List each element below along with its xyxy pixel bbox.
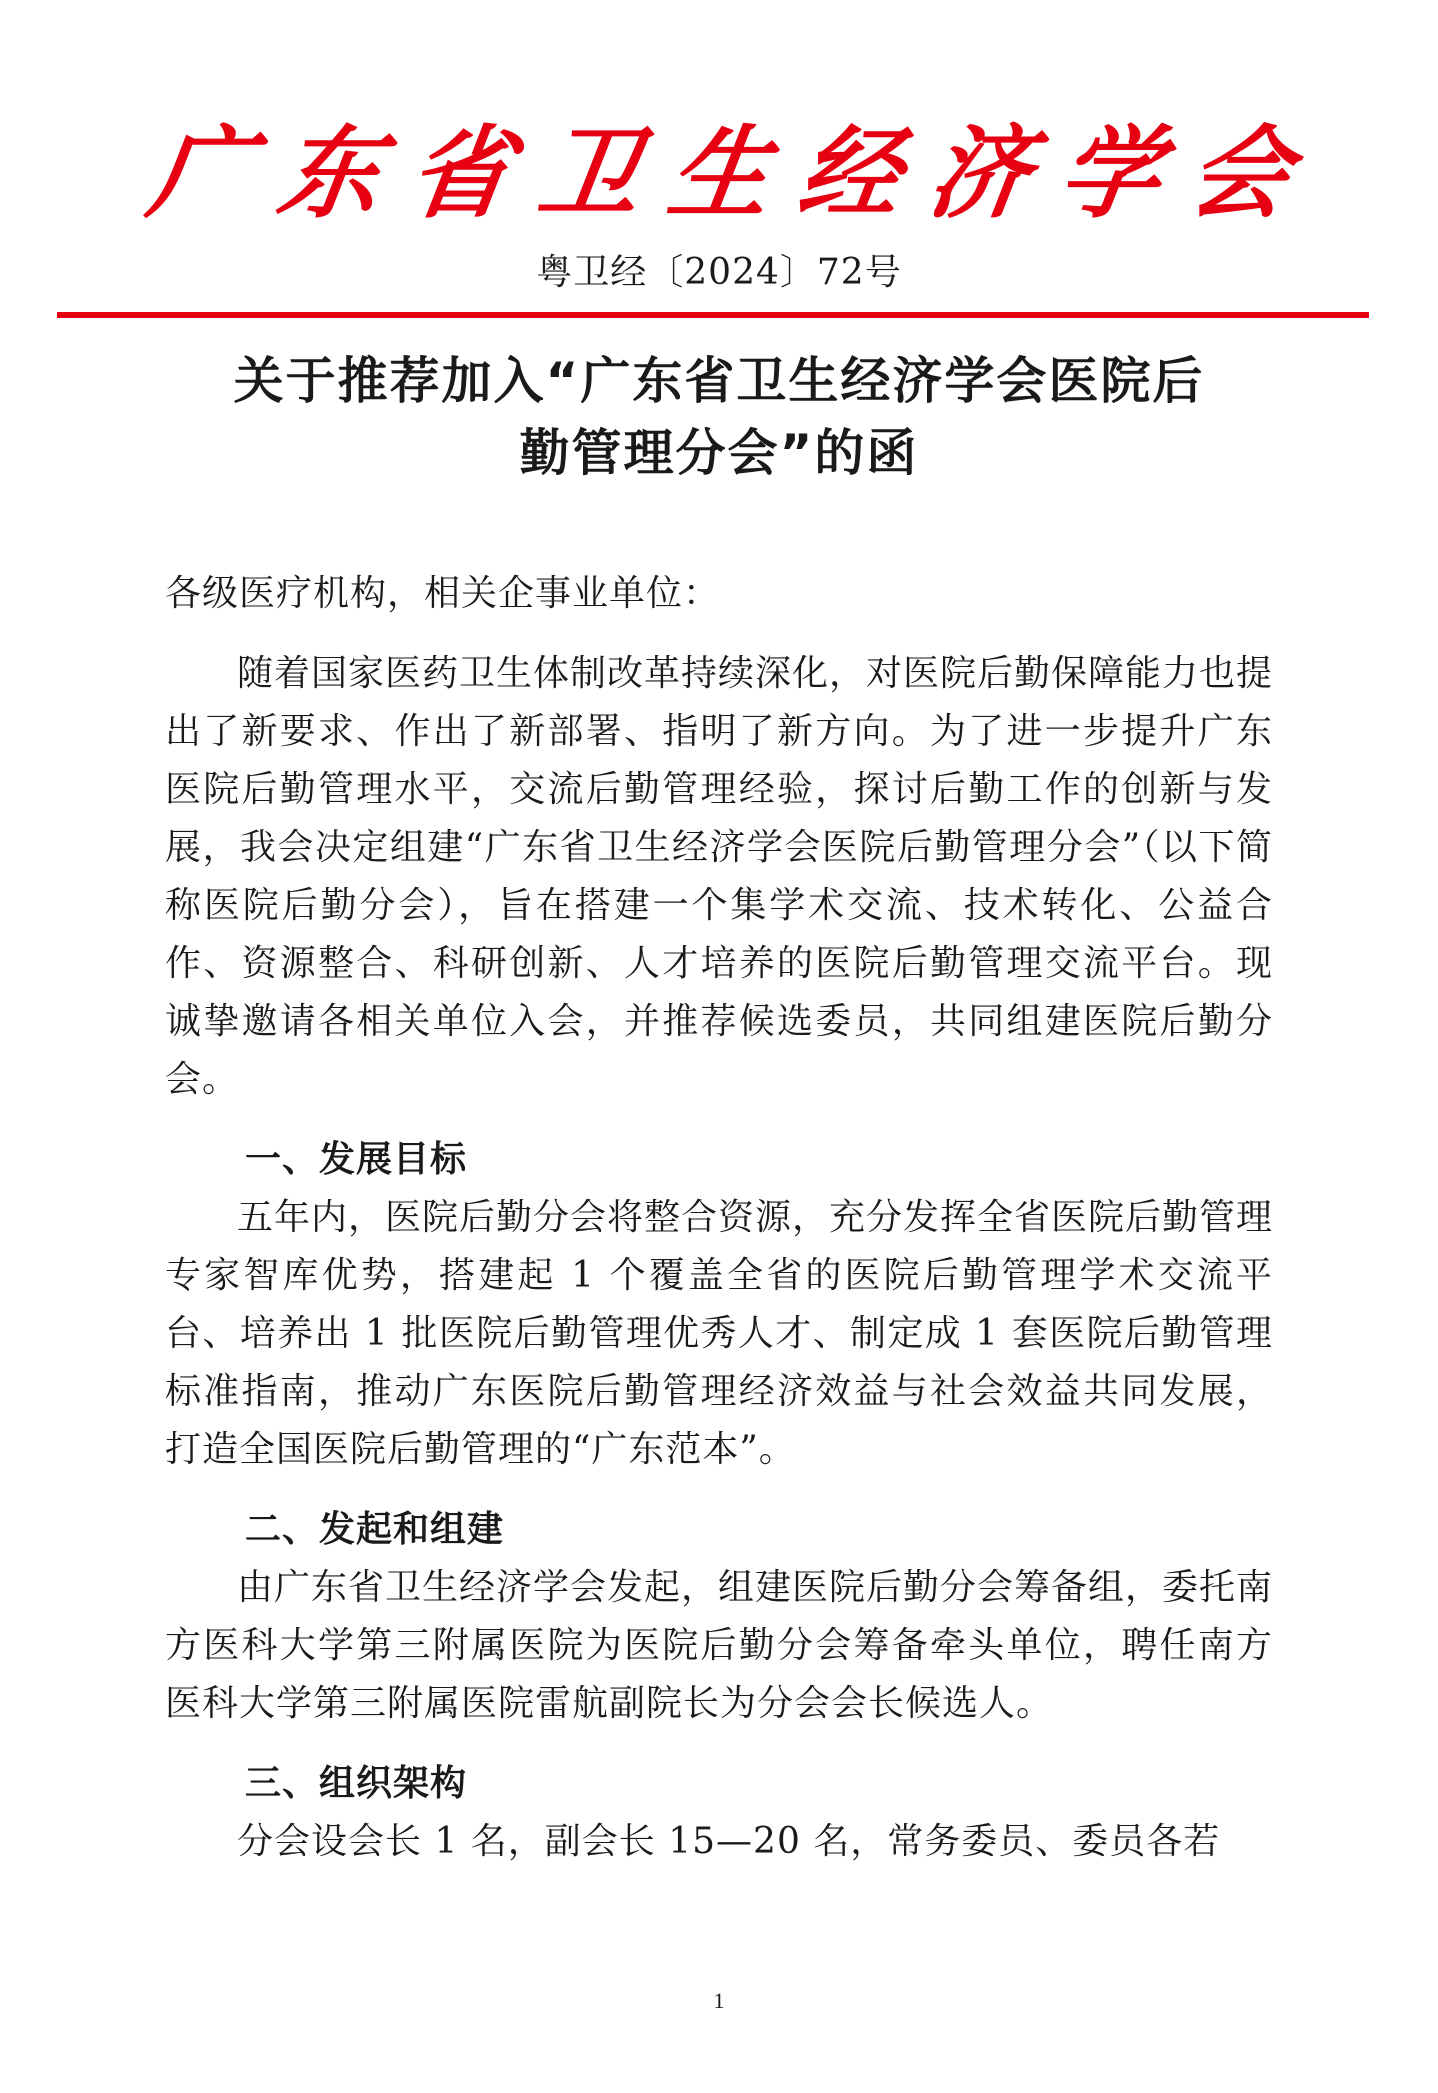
org-name-header — [141, 114, 1299, 232]
intro-paragraph: 随着国家医药卫生体制改革持续深化，对医院后勤保障能力也提出了新要求、作出了新部署、指明了新方向。为了进一步提升广东医院后勤管理水平，交流后勤管理经验，探讨后勤工作的创新与发展，我会决定组建“广东省卫生经济学会医院后勤管理分会”（以下简称医院后勤分会），旨在搭建一个集学术交流、技术转化、公益合作、资源整合、科研创新、人才培养的医院后勤管理交流平台。现诚挚邀请各相关单位入会，并推荐候选委员，共同组建医院后勤分会。 — [165, 653, 1274, 1100]
document-number: 粤卫经〔2024〕72号 — [536, 252, 902, 293]
salutation: 各级医疗机构，相关企事业单位： — [165, 573, 721, 614]
title-line-1: 关于推荐加入“广东省卫生经济学会医院后 — [233, 352, 1205, 410]
org-char: 省 — [401, 114, 519, 232]
org-char: 济 — [921, 114, 1039, 232]
red-divider — [57, 312, 1369, 318]
org-char: 生 — [661, 114, 779, 232]
document-title — [110, 345, 1328, 489]
page-number: 1 — [713, 1988, 725, 2013]
letter-body — [165, 565, 1273, 1893]
org-char: 广 — [141, 114, 259, 232]
section-text-goals: 五年内，医院后勤分会将整合资源，充分发挥全省医院后勤管理专家智库优势，搭建起 1 个覆盖全省的医院后勤管理学术交流平台、培养出 1 批医院后勤管理优秀人才、制定成 1 套医院后勤管理标准指南，推动广东医院后勤管理经济效益与社会效益共同发展，打造全国医院后勤管理的“广东范本”。 — [165, 1197, 1274, 1470]
org-char: 学 — [1051, 114, 1169, 232]
org-char: 卫 — [531, 114, 649, 232]
section-heading-founding: 二、发起和组建 — [245, 1509, 505, 1550]
org-char: 会 — [1181, 114, 1299, 232]
section-text-founding: 由广东省卫生经济学会发起，组建医院后勤分会筹备组，委托南方医科大学第三附属医院为医院后勤分会筹备牵头单位，聘任南方医科大学第三附属医院雷航副院长为分会会长候选人。 — [165, 1567, 1274, 1724]
section-heading-structure: 三、组织架构 — [245, 1763, 468, 1804]
section-text-structure: 分会设会长 1 名，副会长 15—20 名，常务委员、委员各若 — [237, 1821, 1221, 1862]
org-char: 东 — [271, 114, 389, 232]
section-heading-goals: 一、发展目标 — [245, 1139, 468, 1180]
title-line-2: 勤管理分会”的函 — [519, 424, 919, 482]
org-char: 经 — [791, 114, 909, 232]
